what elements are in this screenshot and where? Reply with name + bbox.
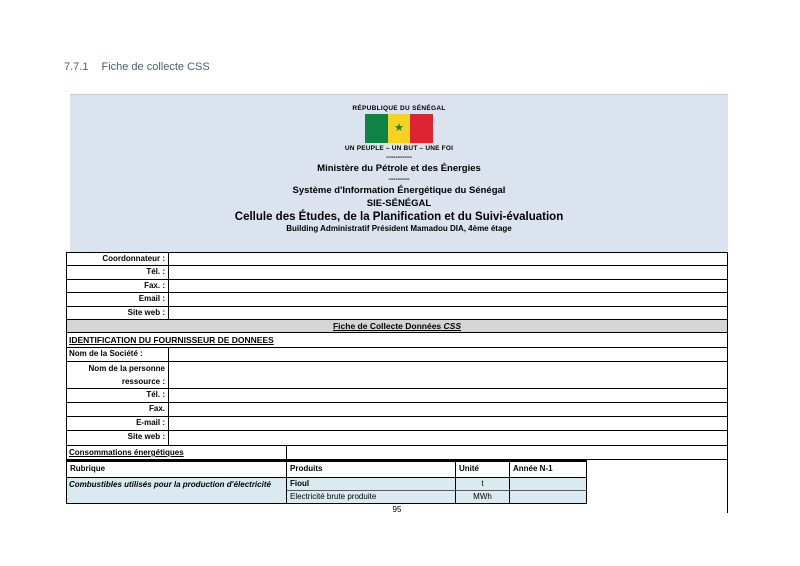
siteweb-label: Site web : [67, 307, 169, 320]
consommations-row [66, 445, 728, 460]
energy-table [66, 460, 587, 504]
header-rubrique: Rubrique [67, 462, 287, 478]
produit-electricite-cell: Electricité brute produite [287, 491, 456, 503]
annee-n1-electricite-cell [510, 491, 586, 503]
flag-green-band [365, 114, 388, 143]
dash-divider: --------- [388, 176, 410, 183]
unite-t-cell: t [456, 478, 510, 491]
fax-label: Fax. : [67, 280, 169, 293]
cellule-name: Cellule des Études, de la Planification et du Suivi-évaluation [234, 211, 564, 223]
tel-value-cell [169, 266, 727, 279]
email-value-cell [169, 293, 727, 306]
dash-divider: ----------- [386, 154, 412, 161]
coordonnateur-value-cell [169, 253, 727, 266]
header-produits: Produits [287, 462, 456, 478]
fax2-label: Fax. [67, 403, 169, 417]
section-heading [64, 61, 210, 73]
header-annee-n1: Année N-1 [510, 462, 586, 478]
national-motto: UN PEUPLE – UN BUT – UNE FOI [344, 145, 454, 152]
ministry-name: Ministère du Pétrole et des Énergies [317, 163, 481, 174]
letterhead [70, 94, 728, 252]
fax2-value-cell [169, 403, 727, 417]
flag-red-band [410, 114, 433, 143]
produit-fioul-cell: Fioul [287, 478, 456, 491]
societe-label: Nom de la Société : [67, 348, 169, 362]
tel2-value-cell [169, 389, 727, 403]
rubrique-cell: Combustibles utilisés pour la production d'électricité [67, 478, 287, 503]
fax-value-cell [169, 280, 727, 293]
section-title: Fiche de collecte CSS [101, 61, 210, 73]
supplier-table [66, 347, 728, 446]
personne-ressource-value-cell [169, 362, 727, 389]
societe-value-cell [169, 348, 727, 362]
identification-title: IDENTIFICATION DU FOURNISSEUR DE DONNEES [69, 335, 274, 345]
email-label: Email : [67, 293, 169, 306]
republic-title: RÉPUBLIQUE DU SÉNÉGAL [352, 105, 446, 112]
page-number: 95 [392, 505, 402, 514]
flag-star-icon: ★ [394, 122, 404, 134]
unite-mwh-cell: MWh [456, 491, 510, 503]
flag-yellow-band [388, 114, 411, 143]
email2-value-cell [169, 417, 727, 431]
siteweb2-label: Site web : [67, 431, 169, 445]
sie-acronym: SIE-SÉNÉGAL [366, 198, 432, 209]
identification-section-row [66, 332, 728, 348]
collect-title [333, 321, 461, 331]
building-address: Building Administratif Président Mamadou DIA, 4ème étage [286, 224, 512, 233]
consommations-label-cell [67, 446, 287, 459]
system-name: Système d'Information Énergétique du Sénégal [292, 185, 506, 196]
email2-label: E-mail : [67, 417, 169, 431]
collect-title-row [66, 319, 728, 333]
personne-ressource-label: Nom de la personne ressource : [67, 362, 169, 389]
header-unite: Unité [456, 462, 510, 478]
annee-n1-fioul-cell [510, 478, 586, 491]
collect-title-css: CSS [443, 321, 462, 331]
siteweb2-value-cell [169, 431, 727, 445]
coordonnateur-label: Coordonnateur : [67, 253, 169, 266]
consommations-label: Consommations énergétiques [69, 448, 184, 457]
tel2-label: Tél. : [67, 389, 169, 403]
senegal-flag [365, 114, 433, 143]
siteweb-value-cell [169, 307, 727, 320]
section-number: 7.7.1 [64, 61, 89, 73]
collect-title-main: Fiche de Collecte Données [332, 321, 442, 331]
tel-label: Tél. : [67, 266, 169, 279]
coordinator-table [66, 252, 728, 321]
consommations-empty-cell [287, 446, 727, 459]
